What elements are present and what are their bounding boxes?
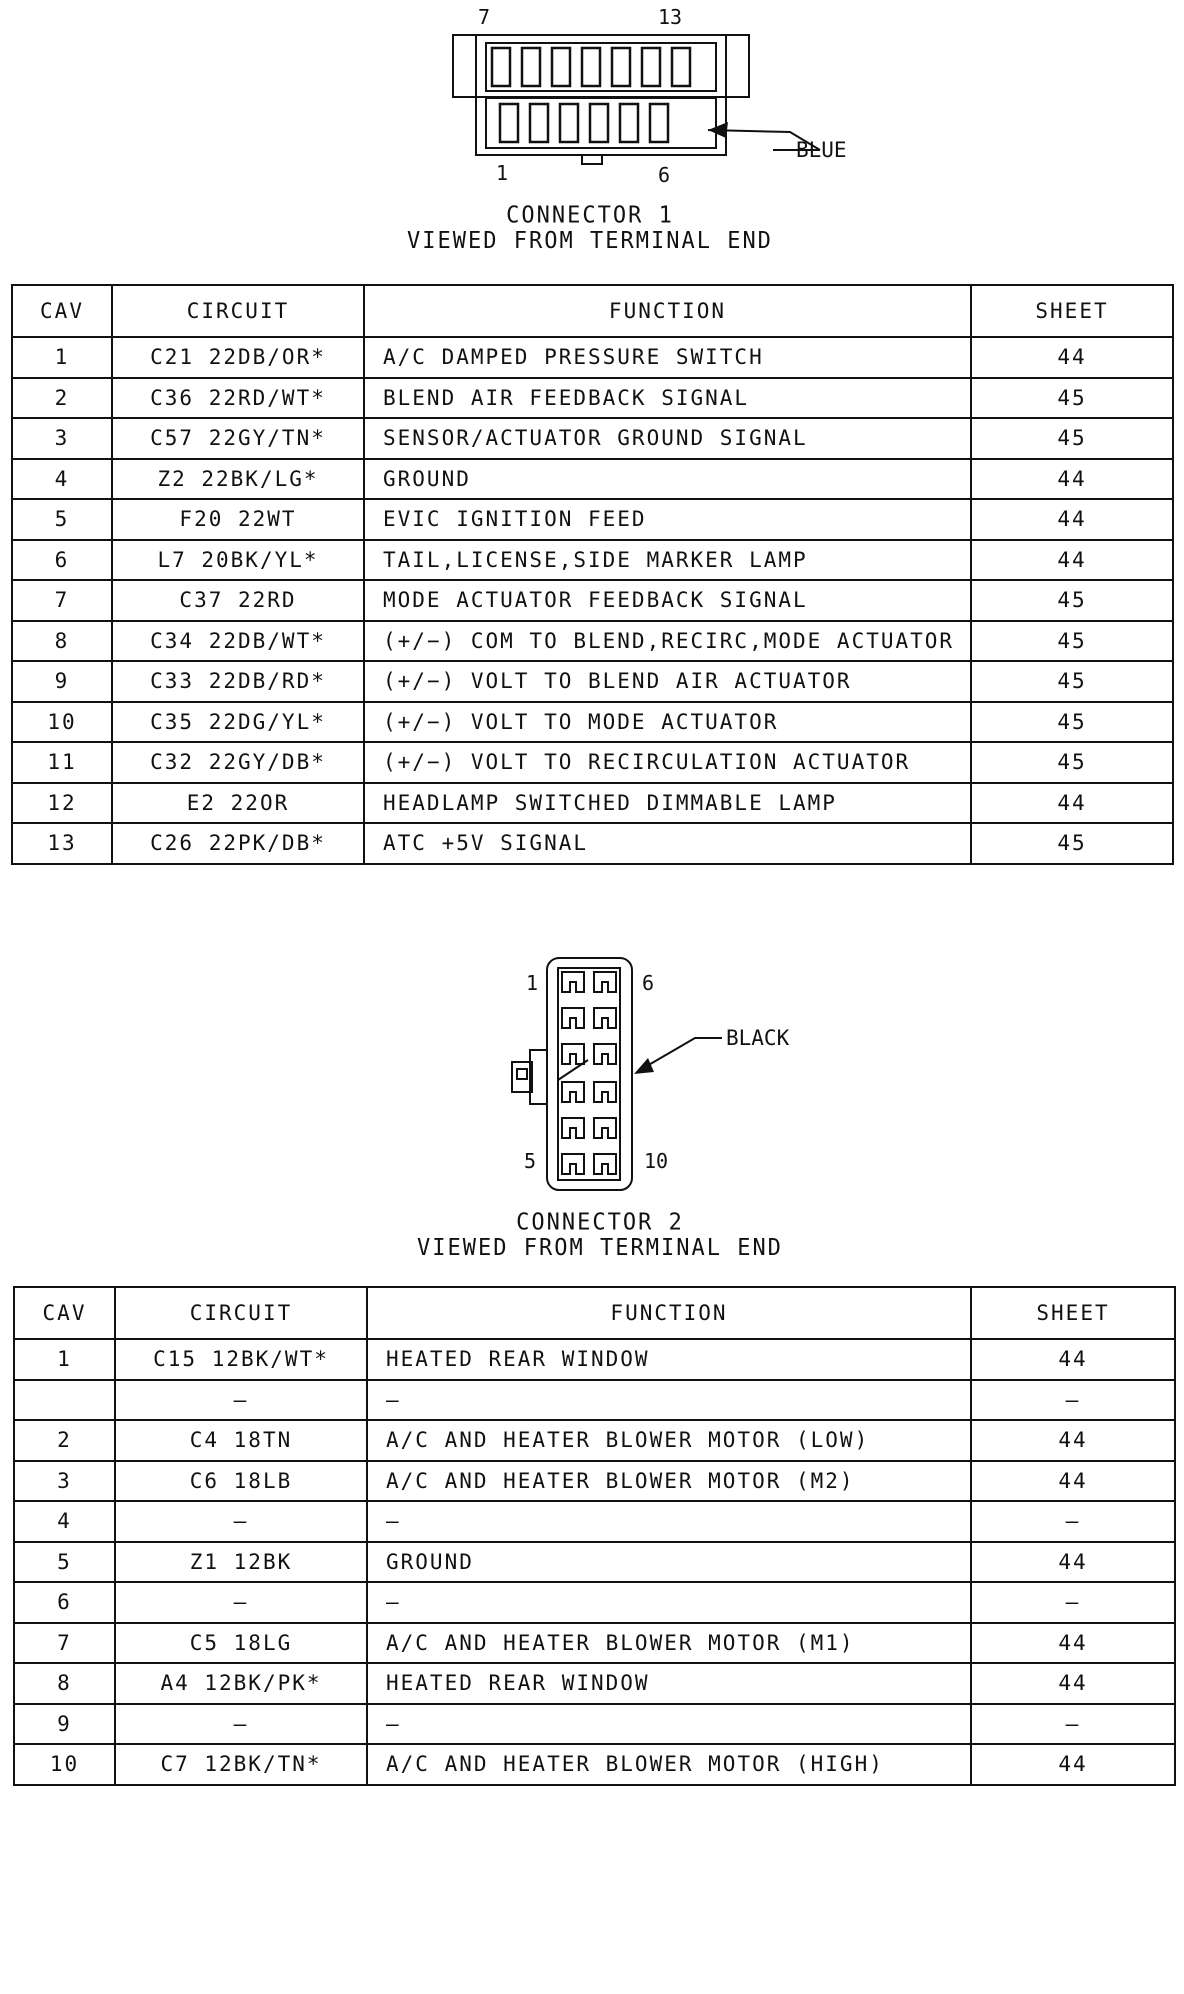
cell-sheet: 45: [971, 742, 1173, 783]
table-row: [12, 378, 1173, 419]
table-row: [14, 1704, 1175, 1745]
cell-sheet: 45: [971, 378, 1173, 419]
cell-cav: 3: [14, 1461, 115, 1502]
cell-sheet: 44: [971, 1663, 1175, 1704]
cell-function: GROUND: [367, 1542, 971, 1583]
cell-sheet: —: [971, 1582, 1175, 1623]
cell-sheet: 44: [971, 1744, 1175, 1785]
cell-function: —: [367, 1501, 971, 1542]
connector-1-pin-label-top-right: 13: [657, 5, 683, 29]
connector-1-caption: [400, 204, 780, 254]
cell-sheet: 45: [971, 661, 1173, 702]
connector-1-pinout-table: [11, 284, 1174, 865]
connector-2-color-label: BLACK: [726, 1026, 790, 1050]
cell-circuit: —: [115, 1582, 367, 1623]
table-row: [12, 621, 1173, 662]
cell-sheet: 44: [971, 1339, 1175, 1380]
cell-cav: 5: [14, 1542, 115, 1583]
cell-function: A/C AND HEATER BLOWER MOTOR (HIGH): [367, 1744, 971, 1785]
connector-1-table-body: [12, 337, 1173, 864]
connector-1-diagram: [430, 0, 870, 185]
cell-circuit: C7 12BK/TN*: [115, 1744, 367, 1785]
table-row: [12, 337, 1173, 378]
cell-circuit: —: [115, 1380, 367, 1421]
cell-circuit: C57 22GY/TN*: [112, 418, 364, 459]
cell-sheet: 44: [971, 783, 1173, 824]
table-row: [14, 1623, 1175, 1664]
cell-circuit: C15 12BK/WT*: [115, 1339, 367, 1380]
cell-circuit: C34 22DB/WT*: [112, 621, 364, 662]
cell-cav: 5: [12, 499, 112, 540]
table-row: [14, 1461, 1175, 1502]
header-sheet: SHEET: [971, 285, 1173, 337]
cell-circuit: C35 22DG/YL*: [112, 702, 364, 743]
cell-cav: 12: [12, 783, 112, 824]
table-header-row: [12, 285, 1173, 337]
table-row: [14, 1582, 1175, 1623]
cell-circuit: Z2 22BK/LG*: [112, 459, 364, 500]
header-cav: CAV: [14, 1287, 115, 1339]
table-row: [12, 702, 1173, 743]
cell-function: (+/−) COM TO BLEND,RECIRC,MODE ACTUATOR: [364, 621, 971, 662]
table-header-row: [14, 1287, 1175, 1339]
cell-circuit: —: [115, 1501, 367, 1542]
cell-cav: 9: [12, 661, 112, 702]
cell-circuit: C36 22RD/WT*: [112, 378, 364, 419]
cell-circuit: L7 20BK/YL*: [112, 540, 364, 581]
table-row: [12, 742, 1173, 783]
cell-function: HEATED REAR WINDOW: [367, 1663, 971, 1704]
cell-circuit: C4 18TN: [115, 1420, 367, 1461]
cell-function: EVIC IGNITION FEED: [364, 499, 971, 540]
table-row: [14, 1420, 1175, 1461]
header-function: FUNCTION: [367, 1287, 971, 1339]
connector-1-caption-view: VIEWED FROM TERMINAL END: [407, 227, 773, 255]
cell-function: BLEND AIR FEEDBACK SIGNAL: [364, 378, 971, 419]
header-cav: CAV: [12, 285, 112, 337]
connector-2-callout-arrow-icon: [634, 1038, 722, 1074]
cell-function: —: [367, 1582, 971, 1623]
cell-circuit: Z1 12BK: [115, 1542, 367, 1583]
cell-cav: 13: [12, 823, 112, 864]
connector-2-cavities: [558, 972, 616, 1174]
cell-cav: 4: [12, 459, 112, 500]
cell-cav: 2: [14, 1420, 115, 1461]
cell-sheet: 44: [971, 337, 1173, 378]
cell-sheet: 45: [971, 580, 1173, 621]
connector-2-caption: [410, 1211, 790, 1261]
table-row: [12, 823, 1173, 864]
cell-sheet: 45: [971, 418, 1173, 459]
header-circuit: CIRCUIT: [115, 1287, 367, 1339]
cell-circuit: C6 18LB: [115, 1461, 367, 1502]
connector-1-pin-label-top-left: 7: [477, 5, 491, 29]
cell-function: A/C AND HEATER BLOWER MOTOR (LOW): [367, 1420, 971, 1461]
cell-function: (+/−) VOLT TO BLEND AIR ACTUATOR: [364, 661, 971, 702]
cell-function: A/C AND HEATER BLOWER MOTOR (M2): [367, 1461, 971, 1502]
connector-1-color-label: BLUE: [796, 138, 847, 162]
cell-sheet: 44: [971, 1623, 1175, 1664]
cell-sheet: 44: [971, 459, 1173, 500]
connector-1-caption-title: CONNECTOR 1: [506, 202, 674, 229]
connector-1-pin-label-bottom-left: 1: [495, 161, 509, 185]
cell-sheet: 44: [971, 1542, 1175, 1583]
cell-sheet: 45: [971, 823, 1173, 864]
cell-sheet: 44: [971, 1461, 1175, 1502]
cell-sheet: 44: [971, 499, 1173, 540]
table-row: [14, 1542, 1175, 1583]
cell-function: A/C DAMPED PRESSURE SWITCH: [364, 337, 971, 378]
cell-circuit: A4 12BK/PK*: [115, 1663, 367, 1704]
table-row: [12, 459, 1173, 500]
connector-1-bottom-cavities: [500, 104, 668, 142]
cell-circuit: C21 22DB/OR*: [112, 337, 364, 378]
cell-function: A/C AND HEATER BLOWER MOTOR (M1): [367, 1623, 971, 1664]
cell-cav: 11: [12, 742, 112, 783]
connector-2-pin-label-bottom-left: 5: [523, 1149, 537, 1173]
cell-cav: 10: [12, 702, 112, 743]
table-row: [14, 1663, 1175, 1704]
cell-cav: 3: [12, 418, 112, 459]
cell-function: SENSOR/ACTUATOR GROUND SIGNAL: [364, 418, 971, 459]
cell-function: TAIL,LICENSE,SIDE MARKER LAMP: [364, 540, 971, 581]
table-row: [14, 1339, 1175, 1380]
connector-2-table-body: [14, 1339, 1175, 1785]
cell-function: MODE ACTUATOR FEEDBACK SIGNAL: [364, 580, 971, 621]
cell-sheet: 45: [971, 702, 1173, 743]
cell-function: HEATED REAR WINDOW: [367, 1339, 971, 1380]
cell-function: HEADLAMP SWITCHED DIMMABLE LAMP: [364, 783, 971, 824]
cell-function: GROUND: [364, 459, 971, 500]
cell-cav: 2: [12, 378, 112, 419]
table-row: [12, 580, 1173, 621]
table-row: [12, 418, 1173, 459]
cell-function: (+/−) VOLT TO RECIRCULATION ACTUATOR: [364, 742, 971, 783]
cell-function: —: [367, 1704, 971, 1745]
table-row: [12, 783, 1173, 824]
connector-1-pin-label-bottom-right: 6: [657, 163, 671, 185]
cell-function: ATC +5V SIGNAL: [364, 823, 971, 864]
cell-circuit: —: [115, 1704, 367, 1745]
cell-circuit: C37 22RD: [112, 580, 364, 621]
cell-cav: 1: [14, 1339, 115, 1380]
cell-circuit: E2 22OR: [112, 783, 364, 824]
cell-cav: 1: [12, 337, 112, 378]
cell-sheet: —: [971, 1380, 1175, 1421]
cell-cav: 6: [14, 1582, 115, 1623]
cell-circuit: C33 22DB/RD*: [112, 661, 364, 702]
cell-cav: 7: [12, 580, 112, 621]
cell-circuit: C26 22PK/DB*: [112, 823, 364, 864]
cell-circuit: F20 22WT: [112, 499, 364, 540]
cell-sheet: 44: [971, 1420, 1175, 1461]
cell-function: (+/−) VOLT TO MODE ACTUATOR: [364, 702, 971, 743]
cell-function: —: [367, 1380, 971, 1421]
table-row: [12, 661, 1173, 702]
connector-2-pinout-table: [13, 1286, 1176, 1786]
cell-cav: 4: [14, 1501, 115, 1542]
table-row: [12, 540, 1173, 581]
connector-2-caption-title: CONNECTOR 2: [516, 1209, 684, 1236]
table-row: [12, 499, 1173, 540]
cell-cav: 10: [14, 1744, 115, 1785]
header-sheet: SHEET: [971, 1287, 1175, 1339]
connector-2-diagram: [490, 950, 820, 1200]
cell-circuit: C32 22GY/DB*: [112, 742, 364, 783]
cell-cav: 9: [14, 1704, 115, 1745]
cell-cav: 8: [14, 1663, 115, 1704]
header-function: FUNCTION: [364, 285, 971, 337]
table-row: [14, 1744, 1175, 1785]
cell-cav: 8: [12, 621, 112, 662]
cell-sheet: —: [971, 1704, 1175, 1745]
cell-sheet: 45: [971, 621, 1173, 662]
connector-2-caption-view: VIEWED FROM TERMINAL END: [417, 1234, 783, 1262]
cell-cav: 7: [14, 1623, 115, 1664]
connector-2-pin-label-top-right: 6: [641, 971, 655, 995]
table-row: [14, 1380, 1175, 1421]
connector-1-top-cavities: [492, 48, 690, 86]
cell-cav: [14, 1380, 115, 1421]
cell-cav: 6: [12, 540, 112, 581]
table-row: [14, 1501, 1175, 1542]
connector-2-pin-label-top-left: 1: [525, 971, 539, 995]
header-circuit: CIRCUIT: [112, 285, 364, 337]
cell-circuit: C5 18LG: [115, 1623, 367, 1664]
cell-sheet: —: [971, 1501, 1175, 1542]
cell-sheet: 44: [971, 540, 1173, 581]
connector-2-pin-label-bottom-right: 10: [643, 1149, 669, 1173]
